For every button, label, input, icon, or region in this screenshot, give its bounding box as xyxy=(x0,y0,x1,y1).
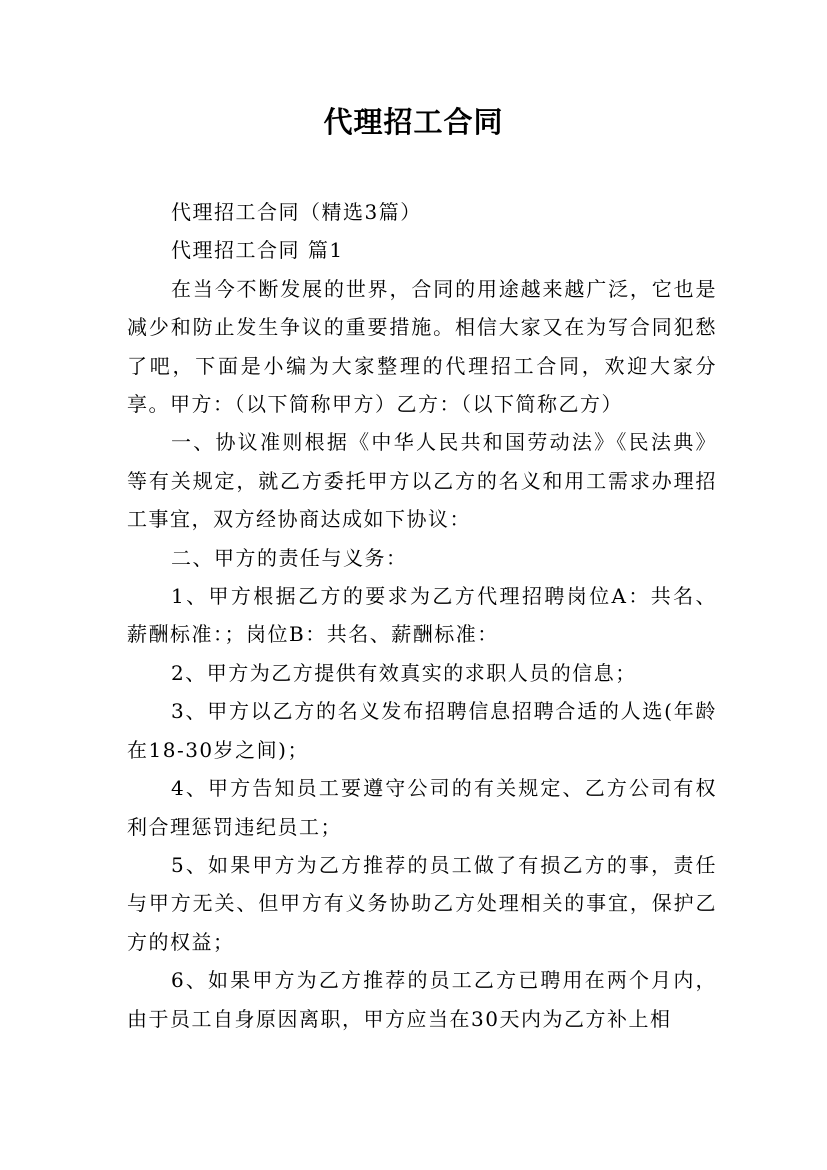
paragraph-clause-1: 一、协议准则根据《中华人民共和国劳动法》《民法典》等有关规定，就乙方委托甲方以乙方的名义和用工需求办理招工事宜，双方经协商达成如下协议： xyxy=(127,430,717,532)
paragraph-intro: 在当今不断发展的世界，合同的用途越来越广泛，它也是减少和防止发生争议的重要措施。相信大家又在为写合同犯愁了吧，下面是小编为大家整理的代理招工合同，欢迎大家分享。甲方：（以下简称甲方）乙方：（以下简称乙方） xyxy=(127,276,717,417)
paragraph-subtitle: 代理招工合同（精选3篇） xyxy=(171,200,422,224)
paragraph-section-heading: 代理招工合同 篇1 xyxy=(171,238,344,263)
document-body xyxy=(127,193,717,1038)
paragraph-item-4: 4、甲方告知员工要遵守公司的有关规定、乙方公司有权利合理惩罚违纪员工； xyxy=(127,776,717,839)
paragraph-item-6: 6、如果甲方为乙方推荐的员工乙方已聘用在两个月内，由于员工自身原因离职，甲方应当在30天内为乙方补上相 xyxy=(127,968,717,1031)
paragraph-item-1: 1、甲方根据乙方的要求为乙方代理招聘岗位A：共名、薪酬标准：；岗位B：共名、薪酬标准： xyxy=(127,584,717,647)
paragraph-clause-2-heading: 二、甲方的责任与义务： xyxy=(171,545,408,570)
document-title: 代理招工合同 xyxy=(323,105,504,139)
paragraph-item-3: 3、甲方以乙方的名义发布招聘信息招聘合适的人选(年龄在18-30岁之间)； xyxy=(127,699,717,762)
paragraph-item-2: 2、甲方为乙方提供有效真实的求职人员的信息； xyxy=(171,660,637,685)
paragraph-item-5: 5、如果甲方为乙方推荐的员工做了有损乙方的事，责任与甲方无关、但甲方有义务协助乙方处理相关的事宜，保护乙方的权益； xyxy=(127,852,717,954)
